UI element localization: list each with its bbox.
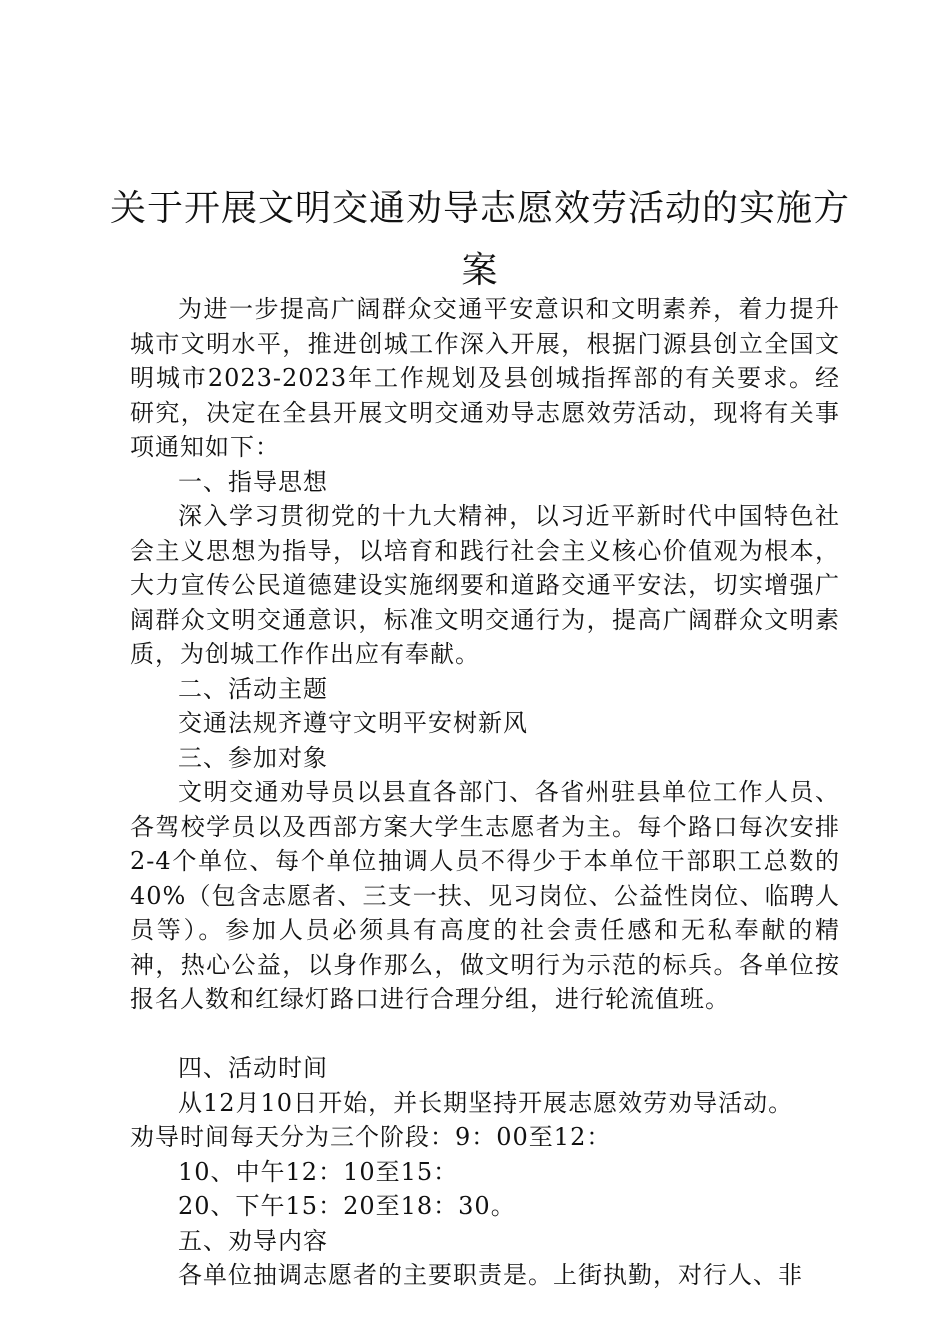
- paragraph-spacer: [130, 1017, 840, 1052]
- schedule-line-2: 10、中午12：10至15：: [178, 1157, 459, 1186]
- persuasion-content-paragraph: 各单位抽调志愿者的主要职责是。上街执勤，对行人、非: [178, 1261, 803, 1289]
- section-heading-guiding-ideology: 一、指导思想: [178, 467, 328, 496]
- activity-theme-paragraph: 交通法规齐遵守文明平安树新风: [178, 709, 528, 737]
- schedule-line-1: 劝导时间每天分为三个阶段：9：00至12：: [130, 1123, 612, 1151]
- document-body: [130, 292, 840, 1293]
- section-heading-participants: 三、参加对象: [178, 743, 328, 772]
- participants-paragraph: 文明交通劝导员以县直各部门、各省州驻县单位工作人员、各驾校学员以及西部方案大学生志愿者为主。每个路口每次安排2-4个单位、每个单位抽调人员不得少于本单位干部职工总数的40%（包含志愿者、三支一扶、见习岗位、公益性岗位、临聘人员等）。参加人员必须具有高度的社会责任感和无私奉献的精神，热心公益，以身作那么，做文明行为示范的标兵。各单位按报名人数和红绿灯路口进行合理分组，进行轮流值班。: [130, 778, 840, 1013]
- intro-paragraph: 为进一步提高广阔群众交通平安意识和文明素养，着力提升城市文明水平，推进创城工作深入开展，根据门源县创立全国文明城市2023-2023年工作规划及县创城指挥部的有关要求。经研究，决定在全县开展文明交通劝导志愿效劳活动，现将有关事项通知如下：: [130, 295, 840, 461]
- document-title: 关于开展文明交通劝导志愿效劳活动的实施方案: [110, 188, 851, 291]
- activity-start-paragraph: 从12月10日开始，并长期坚持开展志愿效劳劝导活动。: [178, 1088, 794, 1117]
- section-heading-persuasion-content: 五、劝导内容: [178, 1226, 328, 1255]
- section-heading-activity-time: 四、活动时间: [178, 1054, 328, 1082]
- guiding-ideology-paragraph: 深入学习贯彻党的十九大精神，以习近平新时代中国特色社会主义思想为指导，以培育和践行社会主义核心价值观为根本，大力宣传公民道德建设实施纲要和道路交通平安法，切实增强广阔群众文明交通意识，标准文明交通行为，提高广阔群众文明素质，为创城工作作出应有奉献。: [130, 502, 840, 668]
- section-heading-activity-theme: 二、活动主题: [178, 674, 328, 703]
- schedule-line-3: 20、下午15：20至18：30。: [178, 1192, 516, 1220]
